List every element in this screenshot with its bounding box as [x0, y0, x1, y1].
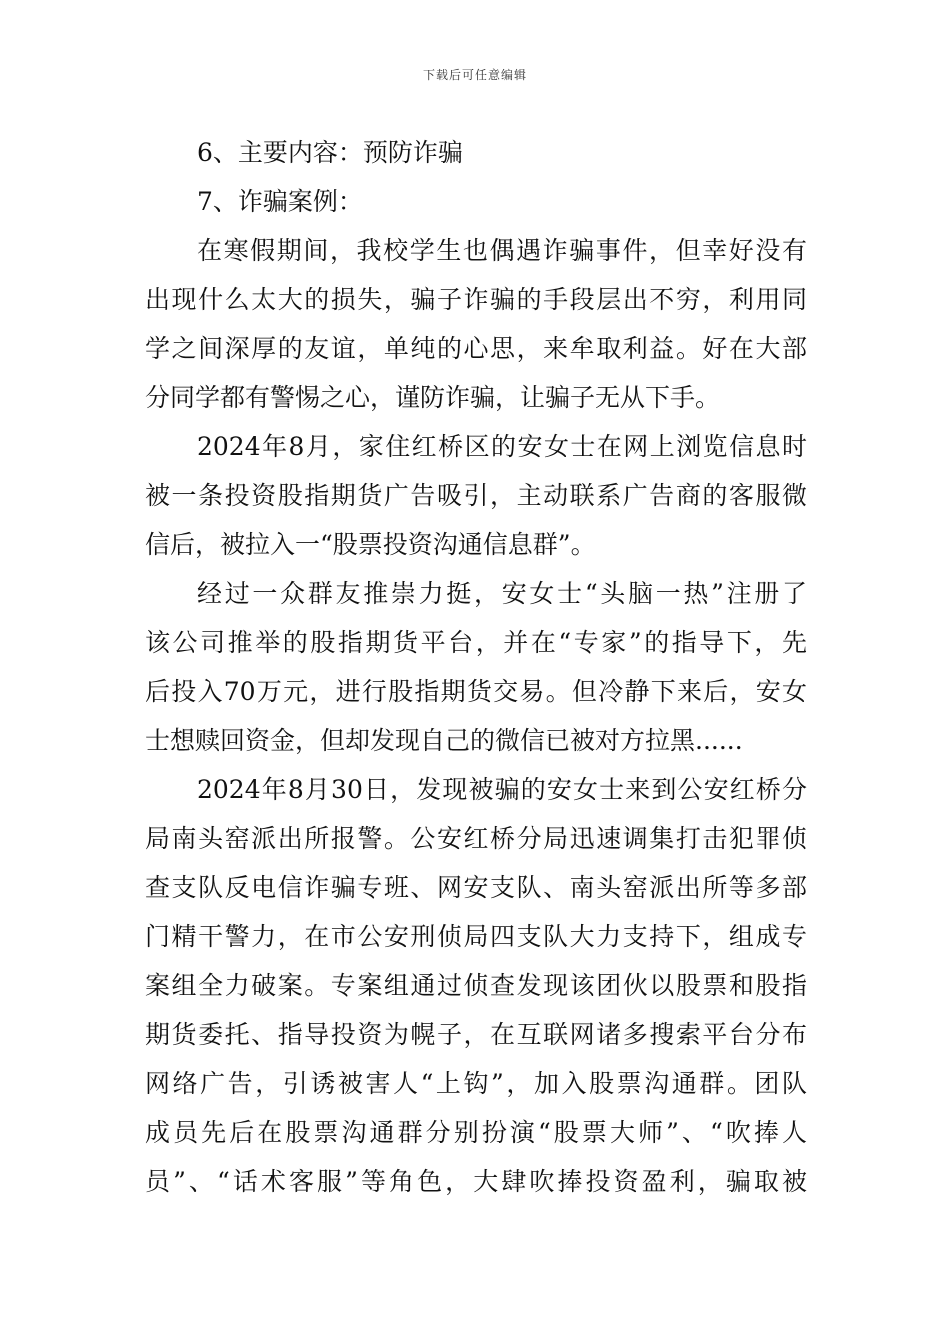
text-line: 期货委托、指导投资为幌子，在互联网诸多搜索平台分布 [145, 1020, 807, 1049]
text-line: 该公司推举的股指期货平台，并在“专家”的指导下，先 [145, 628, 807, 657]
text-line: 被一条投资股指期货广告吸引，主动联系广告商的客服微 [145, 481, 807, 510]
text-line: 分同学都有警惕之心，谨防诈骗，让骗子无从下手。 [145, 383, 721, 412]
text-line: 网络广告，引诱被害人“上钩”，加入股票沟通群。团队 [145, 1069, 807, 1098]
text-line: 2024年8月30日，发现被骗的安女士来到公安红桥分 [197, 775, 807, 804]
text-line: 士想赎回资金，但却发现自己的微信已被对方拉黑...... [145, 726, 743, 755]
text-line: 信后，被拉入一“股票投资沟通信息群”。 [145, 530, 596, 559]
text-line: 在寒假期间，我校学生也偶遇诈骗事件，但幸好没有 [197, 236, 807, 265]
text-line: 局南头窑派出所报警。公安红桥分局迅速调集打击犯罪侦 [145, 824, 807, 853]
text-line: 出现什么太大的损失，骗子诈骗的手段层出不穷，利用同 [145, 285, 807, 314]
text-line: 后投入70万元，进行股指期货交易。但冷静下来后，安女 [145, 677, 807, 706]
text-line: 学之间深厚的友谊，单纯的心思，来牟取利益。好在大部 [145, 334, 807, 363]
text-line: 7、诈骗案例： [197, 187, 363, 216]
text-line: 2024年8月，家住红桥区的安女士在网上浏览信息时 [197, 432, 807, 461]
text-line: 案组全力破案。专案组通过侦查发现该团伙以股票和股指 [145, 971, 807, 1000]
text-line: 成员先后在股票沟通群分别扮演“股票大师”、“吹捧人 [145, 1118, 807, 1147]
text-line: 查支队反电信诈骗专班、网安支队、南头窑派出所等多部 [145, 873, 807, 902]
text-line: 员”、“话术客服”等角色，大肆吹捧投资盈利，骗取被 [145, 1167, 807, 1196]
header-note: 下载后可任意编辑 [422, 68, 527, 82]
text-line: 门精干警力，在市公安刑侦局四支队大力支持下，组成专 [145, 922, 807, 951]
text-line: 6、主要内容：预防诈骗 [197, 138, 463, 167]
document-body [145, 128, 807, 1206]
text-line: 经过一众群友推崇力挺，安女士“头脑一热”注册了 [197, 579, 807, 608]
